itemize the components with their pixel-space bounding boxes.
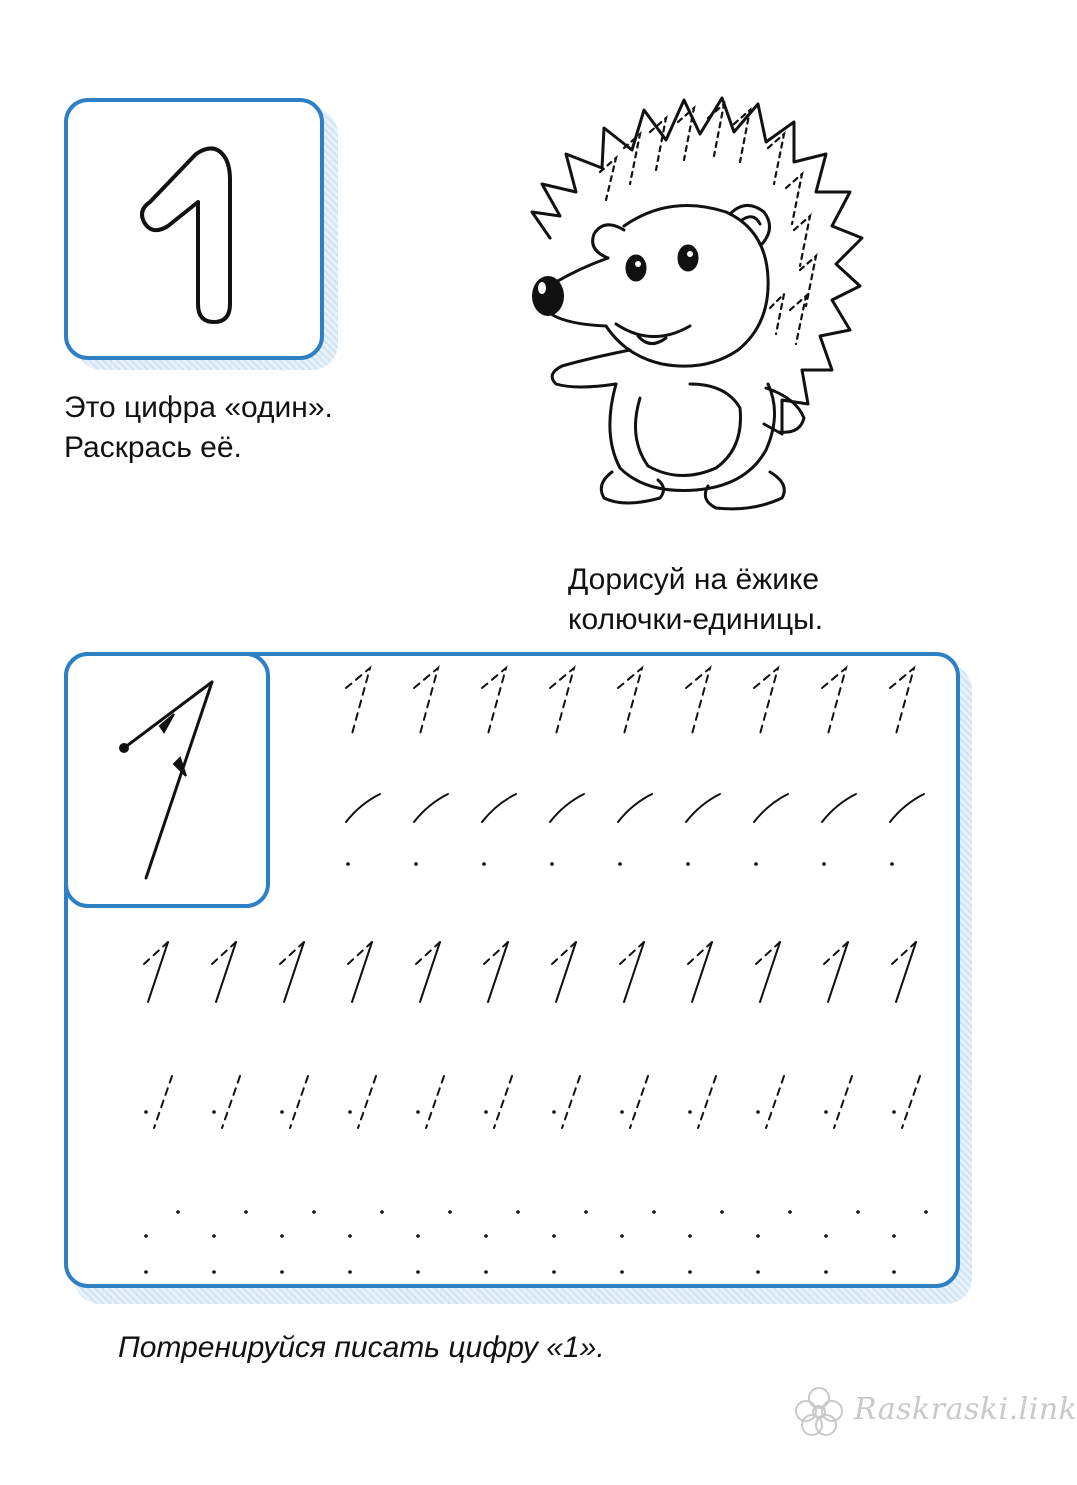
guide-dot — [688, 1234, 692, 1238]
dashed-one-glyph — [890, 668, 914, 734]
guide-dot — [416, 1110, 420, 1114]
guide-dot — [552, 1110, 556, 1114]
lead-in-stroke — [414, 794, 448, 822]
dashed-downstroke — [290, 1076, 308, 1128]
guide-dot — [380, 1210, 384, 1214]
guide-dot — [212, 1110, 216, 1114]
guide-dot — [688, 1110, 692, 1114]
guide-dot — [652, 1210, 656, 1214]
guide-dot — [824, 1234, 828, 1238]
dashed-one-glyph — [822, 668, 846, 734]
guide-dot — [822, 862, 826, 866]
guide-dot — [176, 1210, 180, 1214]
guide-dot — [448, 1210, 452, 1214]
guide-dot — [312, 1210, 316, 1214]
hedgehog-instruction-line2: колючки-единицы. — [568, 603, 824, 636]
guide-dot — [584, 1210, 588, 1214]
dashed-downstroke — [358, 1076, 376, 1128]
guide-dot — [892, 1234, 896, 1238]
guide-dot — [890, 862, 894, 866]
lead-in-stroke — [822, 794, 856, 822]
guide-dot — [892, 1110, 896, 1114]
guide-dot — [212, 1234, 216, 1238]
dashed-downstroke — [426, 1076, 444, 1128]
guide-dot — [924, 1210, 928, 1214]
guide-dot — [280, 1270, 284, 1274]
guide-dot — [416, 1234, 420, 1238]
lead-in-stroke — [890, 794, 924, 822]
guide-dot — [552, 1234, 556, 1238]
color-instruction-line2: Раскрась её. — [64, 431, 242, 464]
guide-dot — [212, 1270, 216, 1274]
guide-dot — [348, 1234, 352, 1238]
dashed-one-glyph — [346, 668, 370, 734]
guide-dot — [144, 1110, 148, 1114]
dashed-one-glyph — [550, 668, 574, 734]
dashed-downstroke — [154, 1076, 172, 1128]
guide-dot — [618, 862, 622, 866]
guide-dot — [756, 1110, 760, 1114]
guide-dot — [244, 1210, 248, 1214]
dashed-downstroke — [766, 1076, 784, 1128]
dashed-one-glyph — [618, 668, 642, 734]
watermark-text: Raskraski.link — [854, 1392, 1077, 1427]
lead-in-stroke — [550, 794, 584, 822]
dashed-downstroke — [562, 1076, 580, 1128]
guide-dot — [788, 1210, 792, 1214]
dashed-downstroke — [494, 1076, 512, 1128]
dashed-one-glyph — [754, 668, 778, 734]
flower-icon — [792, 1384, 846, 1438]
guide-dot — [144, 1270, 148, 1274]
guide-dot — [688, 1270, 692, 1274]
guide-dot — [824, 1110, 828, 1114]
guide-dot — [348, 1110, 352, 1114]
guide-dot — [280, 1234, 284, 1238]
guide-dot — [620, 1270, 624, 1274]
dashed-downstroke — [698, 1076, 716, 1128]
guide-dot — [414, 862, 418, 866]
guide-dot — [346, 862, 350, 866]
guide-dot — [484, 1110, 488, 1114]
practice-instruction: Потренируйся писать цифру «1». — [118, 1331, 605, 1364]
tracing-grid — [64, 652, 960, 1288]
dashed-downstroke — [834, 1076, 852, 1128]
guide-dot — [144, 1234, 148, 1238]
lead-in-stroke — [482, 794, 516, 822]
guide-dot — [856, 1210, 860, 1214]
guide-dot — [348, 1270, 352, 1274]
dashed-one-glyph — [414, 668, 438, 734]
guide-dot — [416, 1270, 420, 1274]
guide-dot — [754, 862, 758, 866]
guide-dot — [516, 1210, 520, 1214]
dashed-one-glyph — [482, 668, 506, 734]
dashed-downstroke — [222, 1076, 240, 1128]
guide-dot — [824, 1270, 828, 1274]
color-instruction-line1: Это цифра «один». — [64, 391, 333, 424]
dashed-downstroke — [902, 1076, 920, 1128]
guide-dot — [620, 1110, 624, 1114]
guide-dot — [620, 1234, 624, 1238]
guide-dot — [484, 1234, 488, 1238]
guide-dot — [484, 1270, 488, 1274]
guide-dot — [756, 1234, 760, 1238]
lead-in-stroke — [618, 794, 652, 822]
guide-dot — [482, 862, 486, 866]
guide-dot — [552, 1270, 556, 1274]
guide-dot — [892, 1270, 896, 1274]
guide-dot — [720, 1210, 724, 1214]
dashed-downstroke — [630, 1076, 648, 1128]
lead-in-stroke — [754, 794, 788, 822]
guide-dot — [550, 862, 554, 866]
guide-dot — [756, 1270, 760, 1274]
guide-dot — [686, 862, 690, 866]
lead-in-stroke — [686, 794, 720, 822]
guide-dot — [280, 1110, 284, 1114]
digit-one-outline — [64, 98, 324, 360]
hedgehog-instruction-line1: Дорисуй на ёжике — [568, 563, 820, 596]
hedgehog-illustration — [520, 88, 880, 528]
dashed-one-glyph — [686, 668, 710, 734]
lead-in-stroke — [346, 794, 380, 822]
